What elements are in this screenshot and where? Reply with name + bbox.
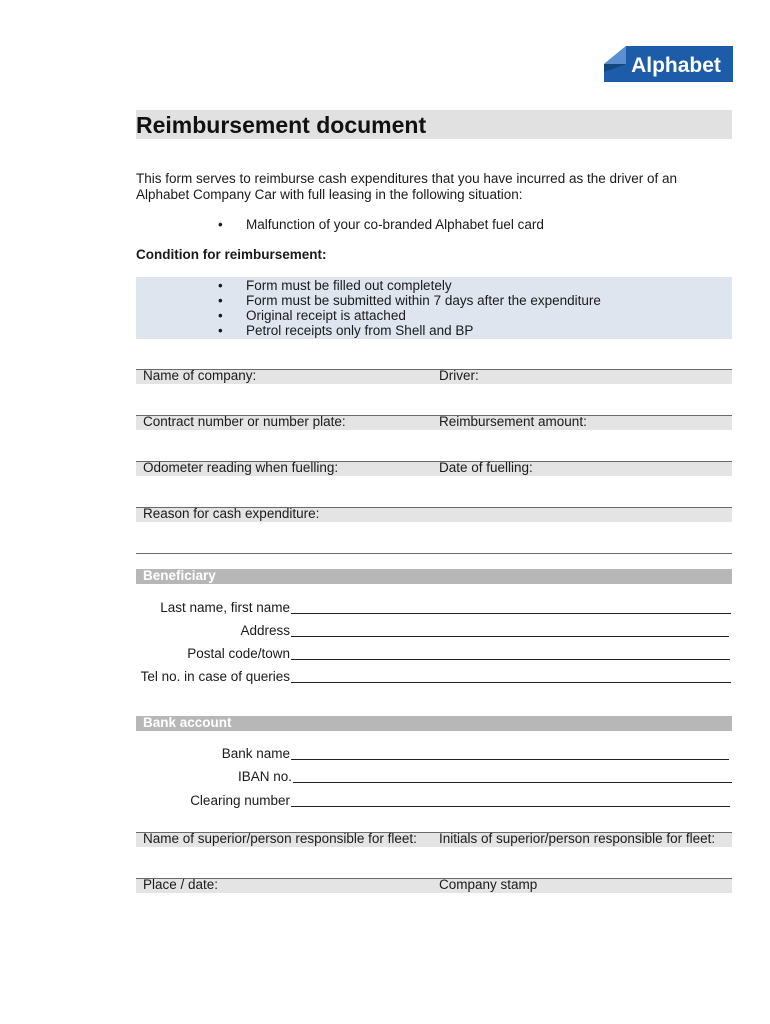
iban-label: IBAN no. bbox=[237, 769, 292, 784]
iban-field bbox=[136, 769, 292, 785]
reason-label: Reason for cash expenditure: bbox=[143, 506, 320, 521]
date-fuelling-label: Date of fuelling: bbox=[439, 460, 533, 475]
condition-text: Form must be filled out completely bbox=[246, 278, 452, 293]
iban-input[interactable] bbox=[293, 782, 732, 783]
field-row-reason bbox=[136, 507, 732, 522]
beneficiary-heading: Beneficiary bbox=[143, 568, 216, 583]
bullet-icon: • bbox=[218, 217, 223, 232]
contract-number-label: Contract number or number plate: bbox=[143, 414, 346, 429]
field-row-place-date bbox=[136, 878, 732, 893]
condition-text: Form must be submitted within 7 days after the expenditure bbox=[246, 293, 601, 308]
condition-item bbox=[218, 293, 601, 308]
tel-field bbox=[136, 669, 290, 685]
odometer-label: Odometer reading when fuelling: bbox=[143, 460, 339, 475]
tel-label: Tel no. in case of queries bbox=[140, 669, 290, 684]
condition-text: Original receipt is attached bbox=[246, 308, 406, 323]
address-field bbox=[136, 623, 290, 639]
condition-item bbox=[218, 323, 474, 338]
reason-line bbox=[136, 553, 732, 554]
field-row-company bbox=[136, 369, 732, 384]
intro-text: This form serves to reimburse cash expenditures that you have incurred as the driver of an Alphabet Company Car with full leasing in the following situation: bbox=[136, 171, 678, 202]
field-row-superior bbox=[136, 832, 732, 847]
company-name-label: Name of company: bbox=[143, 368, 257, 383]
clearing-input[interactable] bbox=[291, 806, 730, 807]
superior-initials-label: Initials of superior/person responsible for fleet: bbox=[439, 831, 716, 846]
place-date-label: Place / date: bbox=[143, 877, 219, 892]
beneficiary-header bbox=[136, 569, 732, 584]
situation-text: Malfunction of your co-branded Alphabet fuel card bbox=[246, 217, 544, 232]
bank-name-label: Bank name bbox=[221, 746, 290, 761]
field-row-contract bbox=[136, 415, 732, 430]
postal-code-label: Postal code/town bbox=[187, 646, 290, 661]
condition-text: Petrol receipts only from Shell and BP bbox=[246, 323, 474, 338]
field-row-odometer bbox=[136, 461, 732, 476]
clearing-field bbox=[136, 793, 290, 809]
last-first-name-field bbox=[136, 600, 290, 616]
driver-label: Driver: bbox=[439, 368, 479, 383]
condition-item bbox=[218, 278, 452, 293]
bullet-icon: • bbox=[218, 308, 223, 323]
bank-name-input[interactable] bbox=[291, 759, 729, 760]
bank-name-field bbox=[136, 746, 290, 762]
page-title: Reimbursement document bbox=[136, 112, 427, 138]
address-label: Address bbox=[240, 623, 290, 638]
bullet-icon: • bbox=[218, 293, 223, 308]
clearing-label: Clearing number bbox=[190, 793, 290, 808]
reimbursement-amount-label: Reimbursement amount: bbox=[439, 414, 587, 429]
bank-heading: Bank account bbox=[143, 715, 232, 730]
address-input[interactable] bbox=[291, 636, 729, 637]
last-first-name-input[interactable] bbox=[291, 613, 731, 614]
bank-header bbox=[136, 716, 732, 731]
last-first-name-label: Last name, first name bbox=[160, 600, 290, 615]
tel-input[interactable] bbox=[291, 682, 731, 683]
bullet-icon: • bbox=[218, 323, 223, 338]
postal-code-field bbox=[136, 646, 290, 662]
superior-name-label: Name of superior/person responsible for fleet: bbox=[143, 831, 417, 846]
condition-item bbox=[218, 308, 406, 323]
situation-item bbox=[218, 217, 544, 232]
condition-heading: Condition for reimbursement: bbox=[136, 247, 327, 262]
postal-code-input[interactable] bbox=[291, 659, 730, 660]
alphabet-logo bbox=[604, 46, 733, 82]
logo-text: Alphabet bbox=[631, 54, 721, 77]
bullet-icon: • bbox=[218, 278, 223, 293]
company-stamp-label: Company stamp bbox=[439, 877, 538, 892]
